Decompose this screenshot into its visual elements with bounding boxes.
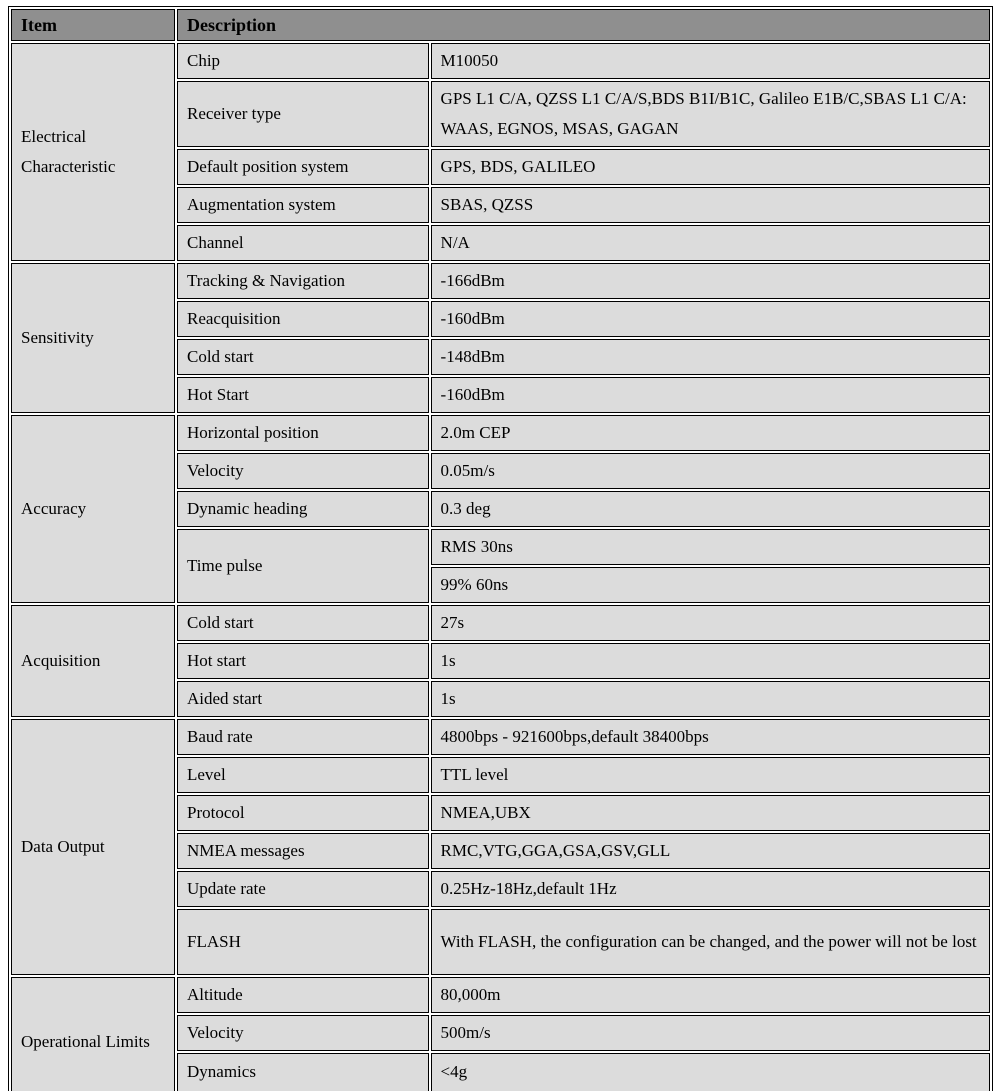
spec-value-cell: 27s — [431, 605, 990, 641]
spec-label-cell: Cold start — [177, 605, 429, 641]
spec-label-cell: Receiver type — [177, 81, 429, 147]
table-header-row — [11, 9, 990, 41]
spec-label-cell: Aided start — [177, 681, 429, 717]
spec-value-cell: -166dBm — [431, 263, 990, 299]
group-cell: Acquisition — [11, 605, 175, 717]
group-cell: Accuracy — [11, 415, 175, 603]
spec-label-cell: Channel — [177, 225, 429, 261]
spec-value-cell: 2.0m CEP — [431, 415, 990, 451]
spec-label-cell: Velocity — [177, 453, 429, 489]
spec-label-cell: Tracking & Navigation — [177, 263, 429, 299]
spec-label-cell: Hot Start — [177, 377, 429, 413]
table-row — [11, 263, 990, 299]
spec-label-cell: Chip — [177, 43, 429, 79]
spec-label-cell: Time pulse — [177, 529, 429, 603]
spec-value-cell: 0.25Hz-18Hz,default 1Hz — [431, 871, 990, 907]
table-row — [11, 605, 990, 641]
spec-label-cell: Horizontal position — [177, 415, 429, 451]
group-cell: Data Output — [11, 719, 175, 975]
spec-label-cell: Level — [177, 757, 429, 793]
group-cell: Electrical Characteristic — [11, 43, 175, 261]
spec-value-cell: -160dBm — [431, 301, 990, 337]
spec-value-cell: -148dBm — [431, 339, 990, 375]
spec-label-cell: Reacquisition — [177, 301, 429, 337]
table-row — [11, 977, 990, 1013]
spec-value-cell: 0.05m/s — [431, 453, 990, 489]
spec-value-cell: SBAS, QZSS — [431, 187, 990, 223]
spec-label-cell: Protocol — [177, 795, 429, 831]
spec-label-cell: Cold start — [177, 339, 429, 375]
spec-value-cell: With FLASH, the configuration can be changed, and the power will not be lost — [431, 909, 990, 975]
spec-label-cell: Altitude — [177, 977, 429, 1013]
spec-value-cell: 0.3 deg — [431, 491, 990, 527]
column-header-description: Description — [177, 9, 990, 41]
spec-value-cell: GPS L1 C/A, QZSS L1 C/A/S,BDS B1I/B1C, Galileo E1B/C,SBAS L1 C/A: WAAS, EGNOS, MSAS, GAGAN — [431, 81, 990, 147]
column-header-item: Item — [11, 9, 175, 41]
spec-label-cell: NMEA messages — [177, 833, 429, 869]
spec-value-cell: 80,000m — [431, 977, 990, 1013]
spec-value-cell: M10050 — [431, 43, 990, 79]
spec-value-cell: 4800bps - 921600bps,default 38400bps — [431, 719, 990, 755]
spec-value-cell: RMC,VTG,GGA,GSA,GSV,GLL — [431, 833, 990, 869]
specification-table — [8, 6, 993, 1091]
spec-label-cell: Dynamics — [177, 1053, 429, 1091]
spec-value-cell: 500m/s — [431, 1015, 990, 1051]
spec-value-cell: NMEA,UBX — [431, 795, 990, 831]
table-row — [11, 43, 990, 79]
spec-label-cell: Update rate — [177, 871, 429, 907]
spec-label-cell: Hot start — [177, 643, 429, 679]
spec-value-cell: GPS, BDS, GALILEO — [431, 149, 990, 185]
table-body — [11, 43, 990, 1091]
spec-label-cell: FLASH — [177, 909, 429, 975]
spec-value-cell: -160dBm — [431, 377, 990, 413]
spec-value-cell: 1s — [431, 681, 990, 717]
spec-value-cell: TTL level — [431, 757, 990, 793]
spec-value-cell: 99% 60ns — [431, 567, 990, 603]
spec-label-cell: Baud rate — [177, 719, 429, 755]
group-cell: Operational Limits — [11, 977, 175, 1091]
group-cell: Sensitivity — [11, 263, 175, 413]
spec-label-cell: Default position system — [177, 149, 429, 185]
spec-value-cell: RMS 30ns — [431, 529, 990, 565]
spec-label-cell: Augmentation system — [177, 187, 429, 223]
spec-value-cell: 1s — [431, 643, 990, 679]
spec-label-cell: Velocity — [177, 1015, 429, 1051]
table-row — [11, 719, 990, 755]
table-row — [11, 415, 990, 451]
spec-value-cell: N/A — [431, 225, 990, 261]
spec-label-cell: Dynamic heading — [177, 491, 429, 527]
spec-value-cell: <4g — [431, 1053, 990, 1091]
